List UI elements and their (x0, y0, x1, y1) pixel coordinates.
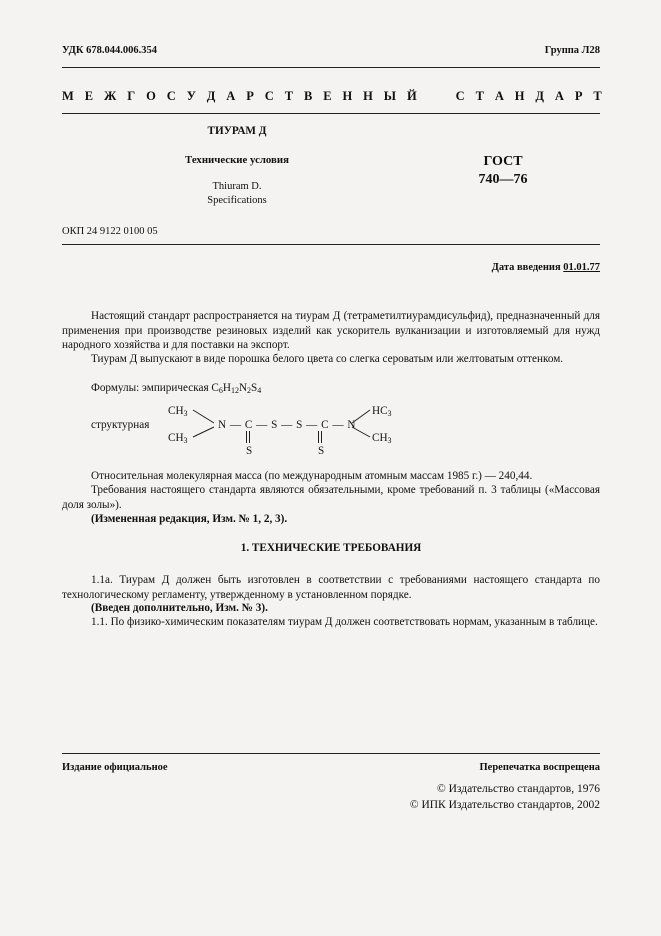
copyright-2002: © ИПК Издательство стандартов, 2002 (409, 799, 600, 811)
standard-title: ТИУРАМ Д (207, 125, 267, 137)
bond-left-lower (193, 427, 214, 437)
structure-main-chain: N — C — S — S — C — N (218, 419, 356, 431)
gost-number: 740—76 (478, 172, 528, 187)
banner-letter: Е (323, 89, 332, 103)
structure-s-right: S (318, 445, 325, 457)
banner-letter: Р (246, 89, 254, 103)
structure-hc3-top-right: $HC_3$ (372, 405, 392, 418)
banner-letter: Й (406, 89, 417, 103)
formula-value: $C_6H_{12}N_2S_4$ (211, 382, 262, 395)
banner-letter: Д (535, 89, 545, 103)
banner-letter: Ы (383, 89, 397, 103)
section-heading: 1. ТЕХНИЧЕСКИЕ ТРЕБОВАНИЯ (240, 542, 422, 554)
revision-note: (Измененная редакция, Изм. № 1, 2, 3). (91, 513, 288, 525)
banner-letter: О (146, 89, 156, 103)
clause-1-1a-note: (Введен дополнительно, Изм. № 3). (91, 602, 268, 614)
reprint-prohibited: Перепечатка воспрещена (479, 762, 600, 773)
banner-letter: А (554, 89, 564, 103)
standard-subtitle: Технические условия (185, 154, 289, 166)
structure-ch3-bottom-right: $CH_3$ (372, 432, 392, 445)
english-title: Thiuram D. (212, 181, 262, 192)
date-label: Дата введения (491, 262, 561, 273)
banner-letter: М (62, 89, 74, 103)
banner-letter: В (303, 89, 313, 103)
clause-1-1a: 1.1а. Тиурам Д должен быть изготовлен в соответствии с требованиями настоящего стандарта по технологическому регламенту, утвержденному в установленном порядке. (62, 574, 600, 601)
banner-letter: С (455, 89, 465, 103)
mandatory-requirements: Требования настоящего стандарта являются обязательными, кроме требований п. 3 таблицы («Массовая доля золы»). (62, 484, 600, 511)
banner-letter: Н (342, 89, 353, 103)
clause-1-1: 1.1. По физико-химическим показателям тиурам Д должен соответствовать нормам, указанным в таблице. (91, 616, 598, 628)
banner-letter: Н (363, 89, 373, 103)
banner-letter: Т (593, 89, 602, 103)
banner-letter: А (494, 89, 504, 103)
bond-left-upper (193, 410, 214, 423)
group-code: Группа Л28 (544, 45, 600, 56)
okp-code: ОКП 24 9122 0100 05 (62, 226, 158, 237)
structure-ch3-bottom-left: $CH_3$ (168, 432, 188, 445)
banner-letter: Т (475, 89, 484, 103)
banner-letter: Т (284, 89, 294, 103)
banner-letter: Н (514, 89, 525, 103)
banner-letter: С (166, 89, 176, 103)
banner-letter: Е (84, 89, 94, 103)
udk-code: УДК 678.044.006.354 (62, 45, 157, 56)
structure-s-left: S (246, 445, 253, 457)
banner-letter: Д (206, 89, 216, 103)
banner-letter: Р (574, 89, 583, 103)
official-edition: Издание официальное (62, 762, 168, 773)
footer-rule (62, 753, 600, 754)
intro-paragraph-2: Тиурам Д выпускают в виде порошка белого цвета со слегка сероватым или желтоватым оттенком. (91, 353, 564, 365)
bond-right-upper (352, 410, 370, 423)
formula-label: Формулы: эмпирическая (91, 382, 209, 394)
date-value: 01.01.77 (563, 262, 600, 273)
molecular-mass: Относительная молекулярная масса (по международным атомным массам 1985 г.) — 240,44. (91, 470, 533, 482)
gost-label: ГОСТ (483, 154, 523, 169)
banner-letter: Ж (103, 89, 117, 103)
banner-letter: Г (127, 89, 136, 103)
bond-right-lower (352, 427, 370, 437)
structure-ch3-top-left: $CH_3$ (168, 405, 188, 418)
intro-paragraph-1: Настоящий стандарт распространяется на тиурам Д (тетраметилтиурамдисульфид), предназначенный для применения при производстве резиновых изделий как ускоритель вулканизации и изготовляемый для нужд народного хозяйства и для поставки на экспорт. (62, 310, 600, 352)
structural-label: структурная (91, 419, 150, 431)
english-subtitle: Specifications (207, 195, 267, 206)
banner-letter: С (264, 89, 274, 103)
banner-letter: У (186, 89, 196, 103)
banner-letter: А (226, 89, 236, 103)
copyright-1976: © Издательство стандартов, 1976 (436, 783, 600, 795)
